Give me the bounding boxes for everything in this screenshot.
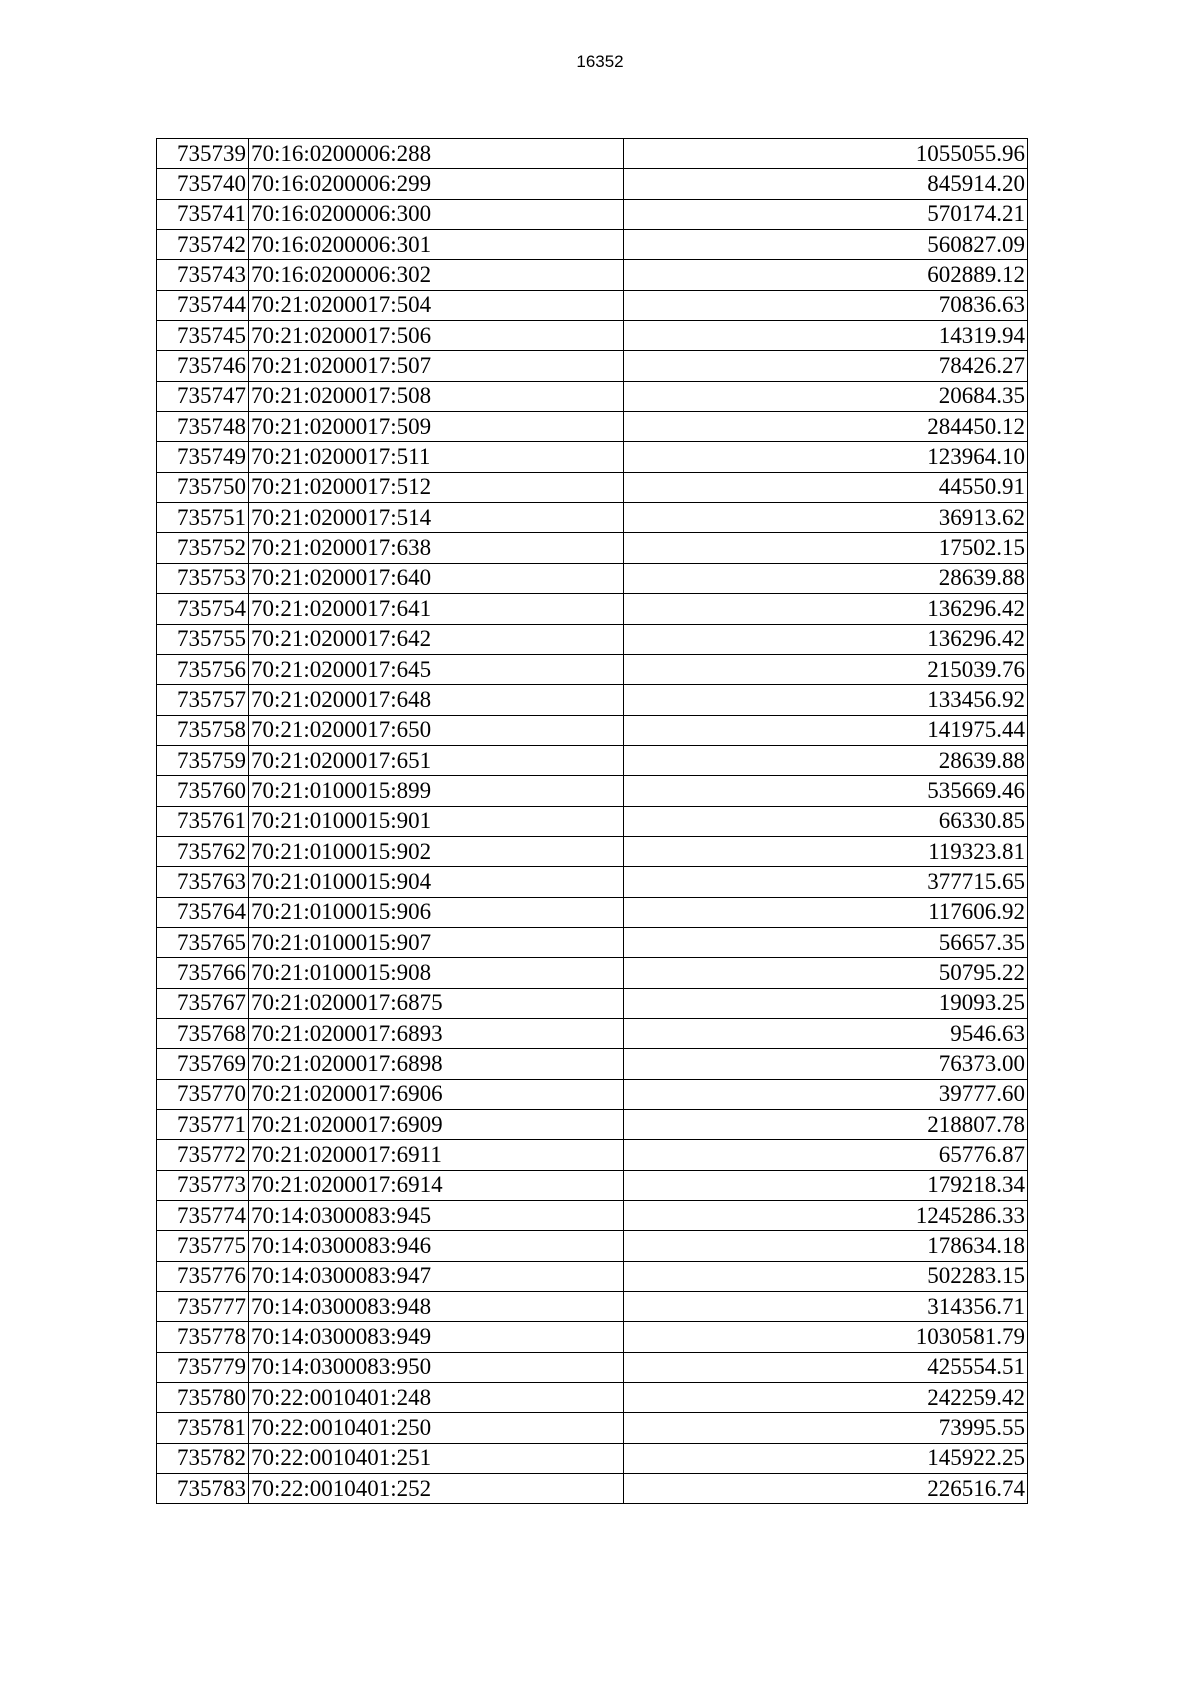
cadastral-number-cell: 70:16:0200006:301 — [249, 230, 624, 260]
row-number-cell: 735770 — [157, 1079, 249, 1109]
row-number-cell: 735746 — [157, 351, 249, 381]
cadastral-number-cell: 70:21:0200017:650 — [249, 715, 624, 745]
cadastral-number-cell: 70:21:0200017:640 — [249, 563, 624, 593]
value-cell: 226516.74 — [624, 1474, 1028, 1504]
value-cell: 119323.81 — [624, 836, 1028, 866]
value-cell: 123964.10 — [624, 442, 1028, 472]
table-row — [157, 1079, 1028, 1109]
row-number-cell: 735782 — [157, 1443, 249, 1473]
cadastral-number-cell: 70:21:0100015:907 — [249, 927, 624, 957]
value-cell: 179218.34 — [624, 1170, 1028, 1200]
cadastral-number-cell: 70:22:0010401:250 — [249, 1413, 624, 1443]
value-cell: 28639.88 — [624, 745, 1028, 775]
row-number-cell: 735748 — [157, 412, 249, 442]
row-number-cell: 735753 — [157, 563, 249, 593]
row-number-cell: 735752 — [157, 533, 249, 563]
cadastral-number-cell: 70:14:0300083:948 — [249, 1292, 624, 1322]
cadastral-number-cell: 70:22:0010401:252 — [249, 1474, 624, 1504]
row-number-cell: 735741 — [157, 199, 249, 229]
value-cell: 39777.60 — [624, 1079, 1028, 1109]
table-row — [157, 1231, 1028, 1261]
value-cell: 1245286.33 — [624, 1201, 1028, 1231]
cadastral-number-cell: 70:14:0300083:949 — [249, 1322, 624, 1352]
table-row — [157, 624, 1028, 654]
row-number-cell: 735759 — [157, 745, 249, 775]
table-row — [157, 1110, 1028, 1140]
table-row — [157, 1049, 1028, 1079]
row-number-cell: 735758 — [157, 715, 249, 745]
row-number-cell: 735749 — [157, 442, 249, 472]
table-row — [157, 381, 1028, 411]
cadastral-number-cell: 70:21:0200017:641 — [249, 594, 624, 624]
cadastral-number-cell: 70:21:0200017:645 — [249, 654, 624, 684]
table-row — [157, 776, 1028, 806]
cadastral-number-cell: 70:16:0200006:288 — [249, 139, 624, 169]
row-number-cell: 735773 — [157, 1170, 249, 1200]
table-row — [157, 442, 1028, 472]
table-row — [157, 321, 1028, 351]
row-number-cell: 735774 — [157, 1201, 249, 1231]
cadastral-number-cell: 70:21:0200017:514 — [249, 503, 624, 533]
value-cell: 20684.35 — [624, 381, 1028, 411]
row-number-cell: 735757 — [157, 685, 249, 715]
value-cell: 502283.15 — [624, 1261, 1028, 1291]
table-row — [157, 1443, 1028, 1473]
row-number-cell: 735756 — [157, 654, 249, 684]
table-row — [157, 169, 1028, 199]
row-number-cell: 735744 — [157, 290, 249, 320]
cadastral-number-cell: 70:21:0200017:651 — [249, 745, 624, 775]
value-cell: 17502.15 — [624, 533, 1028, 563]
value-cell: 1055055.96 — [624, 139, 1028, 169]
row-number-cell: 735778 — [157, 1322, 249, 1352]
table-row — [157, 897, 1028, 927]
row-number-cell: 735781 — [157, 1413, 249, 1443]
table-row — [157, 503, 1028, 533]
cadastral-number-cell: 70:16:0200006:299 — [249, 169, 624, 199]
row-number-cell: 735750 — [157, 472, 249, 502]
row-number-cell: 735771 — [157, 1110, 249, 1140]
cadastral-number-cell: 70:22:0010401:248 — [249, 1383, 624, 1413]
cadastral-number-cell: 70:21:0200017:6911 — [249, 1140, 624, 1170]
cadastral-number-cell: 70:21:0200017:504 — [249, 290, 624, 320]
cadastral-value-table — [156, 138, 1028, 1504]
cadastral-number-cell: 70:21:0200017:6906 — [249, 1079, 624, 1109]
row-number-cell: 735783 — [157, 1474, 249, 1504]
value-cell: 218807.78 — [624, 1110, 1028, 1140]
row-number-cell: 735761 — [157, 806, 249, 836]
value-cell: 136296.42 — [624, 624, 1028, 654]
row-number-cell: 735780 — [157, 1383, 249, 1413]
table-row — [157, 1322, 1028, 1352]
value-cell: 377715.65 — [624, 867, 1028, 897]
cadastral-number-cell: 70:14:0300083:947 — [249, 1261, 624, 1291]
table-row — [157, 685, 1028, 715]
value-cell: 14319.94 — [624, 321, 1028, 351]
table-row — [157, 260, 1028, 290]
row-number-cell: 735767 — [157, 988, 249, 1018]
value-cell: 36913.62 — [624, 503, 1028, 533]
cadastral-number-cell: 70:22:0010401:251 — [249, 1443, 624, 1473]
table-row — [157, 1352, 1028, 1382]
table-row — [157, 927, 1028, 957]
row-number-cell: 735768 — [157, 1018, 249, 1048]
value-cell: 570174.21 — [624, 199, 1028, 229]
table-row — [157, 958, 1028, 988]
cadastral-number-cell: 70:14:0300083:946 — [249, 1231, 624, 1261]
cadastral-number-cell: 70:21:0200017:507 — [249, 351, 624, 381]
value-cell: 845914.20 — [624, 169, 1028, 199]
value-cell: 215039.76 — [624, 654, 1028, 684]
cadastral-number-cell: 70:21:0100015:908 — [249, 958, 624, 988]
table-row — [157, 1140, 1028, 1170]
table-row — [157, 715, 1028, 745]
row-number-cell: 735747 — [157, 381, 249, 411]
table-row — [157, 533, 1028, 563]
row-number-cell: 735776 — [157, 1261, 249, 1291]
row-number-cell: 735755 — [157, 624, 249, 654]
cadastral-number-cell: 70:16:0200006:300 — [249, 199, 624, 229]
cadastral-number-cell: 70:14:0300083:945 — [249, 1201, 624, 1231]
value-cell: 535669.46 — [624, 776, 1028, 806]
row-number-cell: 735764 — [157, 897, 249, 927]
table-row — [157, 563, 1028, 593]
value-cell: 141975.44 — [624, 715, 1028, 745]
row-number-cell: 735739 — [157, 139, 249, 169]
value-cell: 133456.92 — [624, 685, 1028, 715]
cadastral-number-cell: 70:21:0200017:6893 — [249, 1018, 624, 1048]
value-cell: 425554.51 — [624, 1352, 1028, 1382]
table-row — [157, 1261, 1028, 1291]
table-row — [157, 139, 1028, 169]
table-row — [157, 1383, 1028, 1413]
value-cell: 73995.55 — [624, 1413, 1028, 1443]
cadastral-number-cell: 70:21:0200017:509 — [249, 412, 624, 442]
row-number-cell: 735779 — [157, 1352, 249, 1382]
table-row — [157, 199, 1028, 229]
value-cell: 178634.18 — [624, 1231, 1028, 1261]
value-cell: 65776.87 — [624, 1140, 1028, 1170]
table-row — [157, 1018, 1028, 1048]
table-row — [157, 472, 1028, 502]
page-number: 16352 — [576, 52, 624, 71]
cadastral-number-cell: 70:21:0200017:512 — [249, 472, 624, 502]
row-number-cell: 735775 — [157, 1231, 249, 1261]
row-number-cell: 735763 — [157, 867, 249, 897]
table-row — [157, 351, 1028, 381]
table-row — [157, 806, 1028, 836]
table-row — [157, 230, 1028, 260]
table-row — [157, 836, 1028, 866]
row-number-cell: 735766 — [157, 958, 249, 988]
value-cell: 1030581.79 — [624, 1322, 1028, 1352]
row-number-cell: 735769 — [157, 1049, 249, 1079]
value-cell: 78426.27 — [624, 351, 1028, 381]
cadastral-number-cell: 70:21:0100015:906 — [249, 897, 624, 927]
row-number-cell: 735765 — [157, 927, 249, 957]
row-number-cell: 735740 — [157, 169, 249, 199]
value-cell: 284450.12 — [624, 412, 1028, 442]
value-cell: 44550.91 — [624, 472, 1028, 502]
table-row — [157, 988, 1028, 1018]
value-cell: 242259.42 — [624, 1383, 1028, 1413]
table-body — [157, 139, 1028, 1504]
value-cell: 602889.12 — [624, 260, 1028, 290]
cadastral-number-cell: 70:14:0300083:950 — [249, 1352, 624, 1382]
value-cell: 136296.42 — [624, 594, 1028, 624]
value-cell: 28639.88 — [624, 563, 1028, 593]
value-cell: 70836.63 — [624, 290, 1028, 320]
table-row — [157, 1170, 1028, 1200]
cadastral-number-cell: 70:21:0200017:508 — [249, 381, 624, 411]
row-number-cell: 735760 — [157, 776, 249, 806]
table-row — [157, 867, 1028, 897]
table-row — [157, 1201, 1028, 1231]
cadastral-number-cell: 70:21:0200017:642 — [249, 624, 624, 654]
row-number-cell: 735762 — [157, 836, 249, 866]
table-row — [157, 1292, 1028, 1322]
row-number-cell: 735751 — [157, 503, 249, 533]
table-row — [157, 1474, 1028, 1504]
table-row — [157, 594, 1028, 624]
table-row — [157, 654, 1028, 684]
value-cell: 56657.35 — [624, 927, 1028, 957]
cadastral-number-cell: 70:21:0200017:648 — [249, 685, 624, 715]
row-number-cell: 735745 — [157, 321, 249, 351]
row-number-cell: 735777 — [157, 1292, 249, 1322]
cadastral-number-cell: 70:21:0200017:506 — [249, 321, 624, 351]
cadastral-number-cell: 70:21:0100015:904 — [249, 867, 624, 897]
row-number-cell: 735772 — [157, 1140, 249, 1170]
value-cell: 9546.63 — [624, 1018, 1028, 1048]
row-number-cell: 735754 — [157, 594, 249, 624]
value-cell: 66330.85 — [624, 806, 1028, 836]
cadastral-number-cell: 70:21:0200017:6875 — [249, 988, 624, 1018]
cadastral-number-cell: 70:21:0100015:902 — [249, 836, 624, 866]
cadastral-number-cell: 70:16:0200006:302 — [249, 260, 624, 290]
value-cell: 50795.22 — [624, 958, 1028, 988]
cadastral-number-cell: 70:21:0100015:901 — [249, 806, 624, 836]
table-row — [157, 290, 1028, 320]
value-cell: 560827.09 — [624, 230, 1028, 260]
table-row — [157, 1413, 1028, 1443]
table-row — [157, 745, 1028, 775]
row-number-cell: 735742 — [157, 230, 249, 260]
cadastral-number-cell: 70:21:0200017:6909 — [249, 1110, 624, 1140]
cadastral-number-cell: 70:21:0100015:899 — [249, 776, 624, 806]
table-row — [157, 412, 1028, 442]
value-cell: 19093.25 — [624, 988, 1028, 1018]
value-cell: 117606.92 — [624, 897, 1028, 927]
cadastral-number-cell: 70:21:0200017:638 — [249, 533, 624, 563]
cadastral-number-cell: 70:21:0200017:6898 — [249, 1049, 624, 1079]
value-cell: 145922.25 — [624, 1443, 1028, 1473]
cadastral-number-cell: 70:21:0200017:6914 — [249, 1170, 624, 1200]
value-cell: 76373.00 — [624, 1049, 1028, 1079]
value-cell: 314356.71 — [624, 1292, 1028, 1322]
row-number-cell: 735743 — [157, 260, 249, 290]
cadastral-number-cell: 70:21:0200017:511 — [249, 442, 624, 472]
